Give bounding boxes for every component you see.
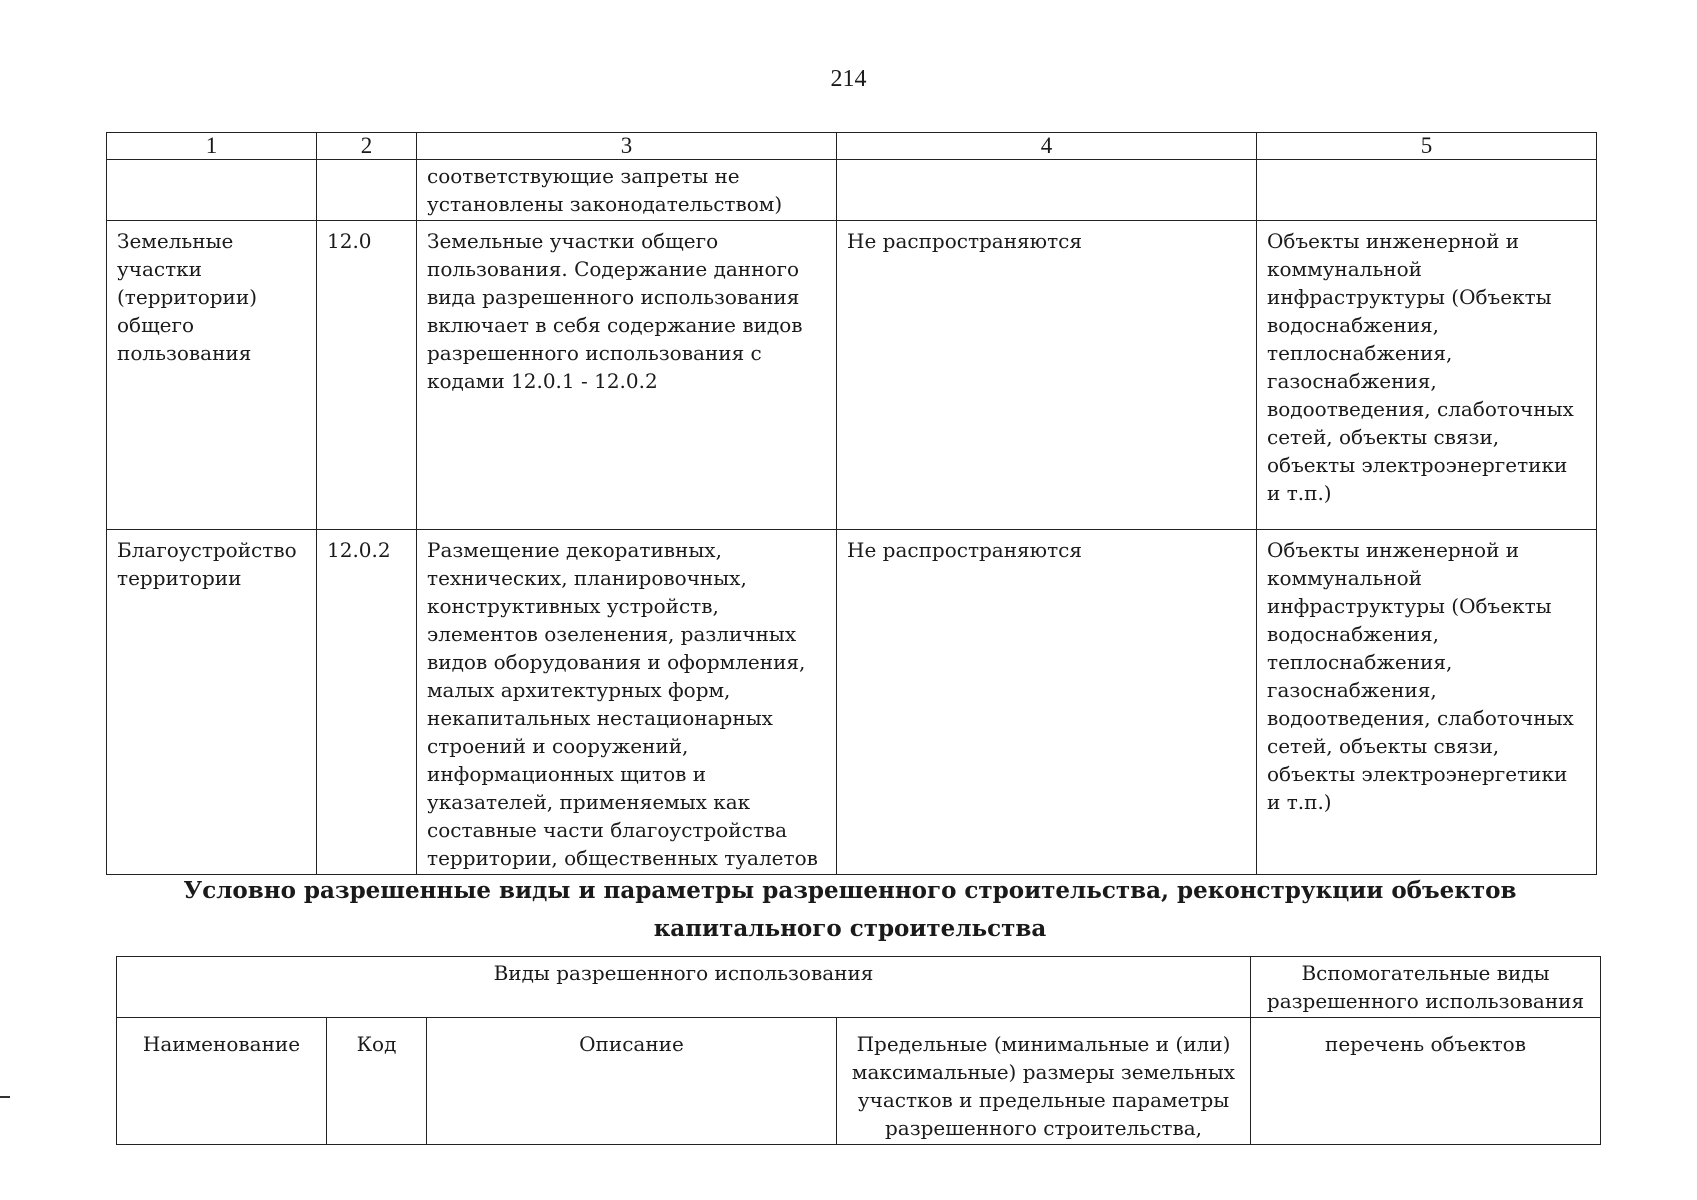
- use-code-cell: 12.0: [317, 221, 417, 530]
- section-heading: Условно разрешенные виды и параметры разрешенного строительства, реконструкции объектов капитального строительства: [183, 877, 1517, 942]
- use-code-cell: [317, 160, 417, 221]
- permitted-uses-group-header: Виды разрешенного использования: [117, 957, 1251, 1018]
- table-row: [107, 221, 1597, 530]
- use-description-cell: соответствующие запреты не установлены законодательством): [417, 160, 837, 221]
- use-limits-cell: [837, 160, 1257, 221]
- description-column-header: Описание: [427, 1018, 837, 1145]
- page-number: 214: [830, 66, 867, 92]
- auxiliary-uses-cell: Объекты инженерной и коммунальной инфраструктуры (Объекты водоснабжения, теплоснабжения, газоснабжения, водоотведения, слаботочных сетей, объекты связи, объекты электроэнергетики и т.п.): [1257, 221, 1597, 530]
- use-description-cell: Размещение декоративных, технических, планировочных, конструктивных устройств, элементов озеленения, различных видов оборудования и оформления, малых архитектурных форм, некапитальных нестационарных строений и сооружений, информационных щитов и указателей, применяемых как составные части благоустройства территории, общественных туалетов: [417, 530, 837, 875]
- column-header-row: [117, 1018, 1601, 1145]
- column-number-3: 3: [417, 133, 837, 160]
- auxiliary-uses-cell: Объекты инженерной и коммунальной инфраструктуры (Объекты водоснабжения, теплоснабжения, газоснабжения, водоотведения, слаботочных сетей, объекты связи, объекты электроэнергетики и т.п.): [1257, 530, 1597, 875]
- limits-column-header: Предельные (минимальные и (или) максимальные) размеры земельных участков и предельные параметры разрешенного строительства,: [837, 1018, 1251, 1145]
- use-name-cell: Земельные участки (территории) общего пользования: [107, 221, 317, 530]
- column-number-1: 1: [107, 133, 317, 160]
- use-limits-cell: Не распространяются: [837, 530, 1257, 875]
- margin-mark: [0, 1096, 10, 1098]
- use-description-cell: Земельные участки общего пользования. Содержание данного вида разрешенного использования включает в себя содержание видов разрешенного использования с кодами 12.0.1 - 12.0.2: [417, 221, 837, 530]
- use-limits-cell: Не распространяются: [837, 221, 1257, 530]
- use-name-cell: Благоустройство территории: [107, 530, 317, 875]
- auxiliary-uses-cell: [1257, 160, 1597, 221]
- table-row: [107, 530, 1597, 875]
- auxiliary-uses-group-header: Вспомогательные виды разрешенного использования: [1251, 957, 1601, 1018]
- column-number-4: 4: [837, 133, 1257, 160]
- objects-list-column-header: перечень объектов: [1251, 1018, 1601, 1145]
- column-number-5: 5: [1257, 133, 1597, 160]
- permitted-uses-table: [106, 132, 1597, 875]
- group-header-row: [117, 957, 1601, 1018]
- column-number-2: 2: [317, 133, 417, 160]
- use-code-cell: 12.0.2: [317, 530, 417, 875]
- code-column-header: Код: [327, 1018, 427, 1145]
- use-name-cell: [107, 160, 317, 221]
- table-row: [107, 160, 1597, 221]
- conditional-uses-table-header: [116, 956, 1601, 1145]
- name-column-header: Наименование: [117, 1018, 327, 1145]
- column-number-row: [107, 133, 1597, 160]
